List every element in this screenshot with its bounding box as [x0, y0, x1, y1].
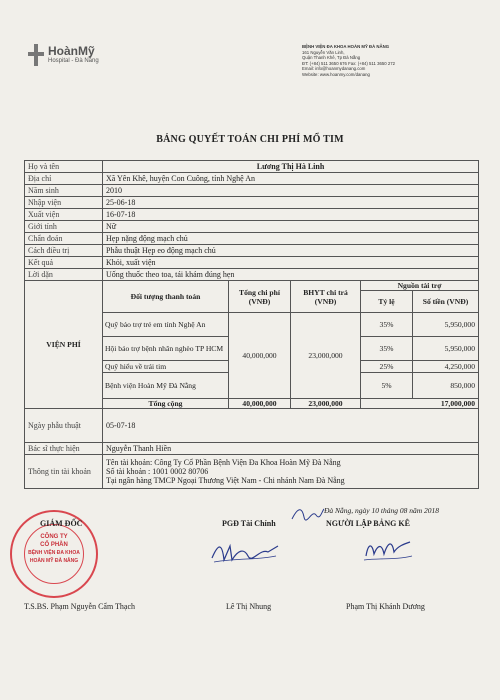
info-row [25, 443, 479, 455]
account-number: Số tài khoản : 1001 0002 80706 [106, 467, 209, 476]
address-line-2: Quận Thanh Khê, Tp Đà Nẵng [302, 55, 361, 61]
info-row [25, 197, 479, 209]
info-row [25, 185, 479, 197]
surgery-date-value: 05-07-18 [103, 409, 479, 443]
info-row [25, 245, 479, 257]
settlement-table [24, 160, 478, 489]
sponsor-name: Bệnh viện Hoàn Mỹ Đà Nẵng [103, 373, 229, 399]
col-header-sponsor: Nguồn tài trợ [361, 281, 479, 291]
document-title: BẢNG QUYẾT TOÁN CHI PHÍ MỔ TIM [156, 134, 344, 145]
account-name: Tên tài khoản: Công Ty Cổ Phần Bệnh Viện Đa Khoa Hoàn Mỹ Đà Nẵng [106, 458, 341, 467]
director-name: T.S.BS. Phạm Nguyễn Cẩm Thạch [24, 602, 136, 611]
sponsor-ratio: 35% [361, 337, 413, 361]
info-value: Hẹp nặng động mạch chủ [103, 233, 479, 245]
phone-fax: ĐT: (+84) 511 3650 676 Fax: (+84) 511 3650 272 [302, 60, 396, 66]
fee-section-label: VIỆN PHÍ [25, 281, 103, 409]
hospital-contact-block [302, 44, 492, 78]
total-bhyt-sum: 23,000,000 [291, 399, 361, 409]
hospital-name: BỆNH VIỆN ĐA KHOA HOÀN MỸ ĐÀ NẴNG [302, 44, 390, 49]
sponsor-amount: 850,000 [413, 373, 479, 399]
stamp-line-2: CỔ PHẦN [40, 542, 68, 548]
info-label: Năm sinh [25, 185, 103, 197]
finance-signature [208, 540, 280, 566]
bank-name: Tại ngân hàng TMCP Ngoại Thương Việt Nam - Chi nhánh Nam Đà Nẵng [106, 476, 345, 485]
info-value: Nữ [103, 221, 479, 233]
address-line-1: 161 Nguyễn Văn Linh, [302, 49, 345, 55]
info-value: Phẫu thuật Hẹp eo động mạch chủ [103, 245, 479, 257]
account-label: Thông tin tài khoản [25, 455, 103, 489]
sponsor-name: Hội bảo trợ bệnh nhân nghèo TP HCM [103, 337, 229, 361]
stamp-line-4: HOÀN MỸ ĐÀ NẴNG [29, 558, 79, 564]
patient-name: Lương Thị Hà Linh [103, 161, 479, 173]
extra-info-table [24, 408, 479, 489]
info-value: 2010 [103, 185, 479, 197]
info-value: Khỏi, xuất viện [103, 257, 479, 269]
sponsor-amount: 5,950,000 [413, 313, 479, 337]
info-row [25, 209, 479, 221]
info-row [25, 257, 479, 269]
sponsor-ratio: 35% [361, 313, 413, 337]
email: Email: info@hoanmydanang.com [302, 66, 366, 72]
info-label: Xuất viện [25, 209, 103, 221]
stamp-line-1: CÔNG TY [40, 534, 68, 540]
info-label: Lời dặn [25, 269, 103, 281]
info-row [25, 409, 479, 443]
preparer-title: NGƯỜI LẬP BẢNG KÊ [326, 519, 410, 528]
info-value: 16-07-18 [103, 209, 479, 221]
finance-initial-signature [290, 505, 326, 523]
finance-name: Lê Thị Nhung [226, 602, 272, 611]
sponsor-ratio: 25% [361, 361, 413, 373]
sponsor-name: Quỹ hiểu về trái tim [103, 361, 229, 373]
info-row [25, 173, 479, 185]
col-header-amount: Số tiền (VNĐ) [413, 291, 479, 313]
info-label: Cách điều trị [25, 245, 103, 257]
total-sponsor-sum: 17,000,000 [361, 399, 479, 409]
brand-subtitle: Hospital - Đà Nẵng [48, 58, 99, 64]
preparer-signature [360, 536, 416, 564]
col-header-bhyt: BHYT chi trả (VNĐ) [291, 281, 361, 313]
preparer-name: Phạm Thị Khánh Dương [346, 602, 425, 611]
total-cost: 40,000,000 [229, 313, 291, 399]
doctor-label: Bác sĩ thực hiện [25, 443, 103, 455]
signature-date: Đà Nẵng, ngày 10 tháng 08 năm 2018 [324, 506, 439, 515]
col-header-total: Tổng chi phí (VNĐ) [229, 281, 291, 313]
website: Website: www.hoanmy.com/danang [302, 71, 370, 77]
info-value: 25-06-18 [103, 197, 479, 209]
account-value [103, 455, 479, 489]
info-row [25, 161, 479, 173]
stamp-line-3: BỆNH VIỆN ĐA KHOA [28, 550, 80, 556]
sponsor-ratio: 5% [361, 373, 413, 399]
director-title: GIÁM ĐỐC [40, 519, 83, 528]
info-label: Họ và tên [25, 161, 103, 173]
info-row [25, 455, 479, 489]
info-label: Kết quả [25, 257, 103, 269]
bhyt-amount: 23,000,000 [291, 313, 361, 399]
brand-name: HoànMỹ [48, 44, 95, 58]
info-value: Xã Yên Khê, huyện Con Cuông, tỉnh Nghệ An [103, 173, 479, 185]
info-label: Chẩn đoán [25, 233, 103, 245]
cross-icon [28, 44, 44, 66]
hospital-logo [28, 44, 99, 66]
surgery-date-label: Ngày phẫu thuật [25, 409, 103, 443]
sponsor-amount: 4,250,000 [413, 361, 479, 373]
info-row [25, 269, 479, 281]
info-value: Uống thuốc theo toa, tái khám đúng hẹn [103, 269, 479, 281]
fee-table [24, 280, 479, 409]
col-header-ratio: Tỷ lệ [361, 291, 413, 313]
col-header-payer: Đối tượng thanh toán [103, 281, 229, 313]
info-label: Địa chỉ [25, 173, 103, 185]
info-label: Nhập viện [25, 197, 103, 209]
total-label: Tổng cộng [103, 399, 229, 409]
info-row [25, 233, 479, 245]
info-row [25, 221, 479, 233]
sponsor-amount: 5,950,000 [413, 337, 479, 361]
sponsor-name: Quỹ bảo trợ trẻ em tỉnh Nghệ An [103, 313, 229, 337]
finance-title: PGĐ Tài Chính [222, 519, 276, 528]
info-label: Giới tính [25, 221, 103, 233]
total-cost-sum: 40,000,000 [229, 399, 291, 409]
doctor-value: Nguyễn Thanh Hiền [103, 443, 479, 455]
